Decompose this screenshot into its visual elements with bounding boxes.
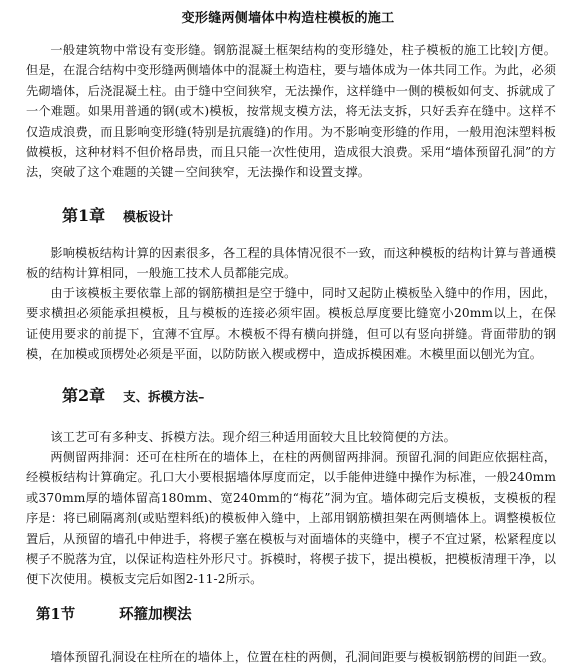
chapter-2-heading — [62, 383, 204, 406]
chapter-1-paragraph: 影响模板结构计算的因素很多，各工程的具体情况很不一致，而这种模板的结构计算与普通模板的结构计算相同，一般施工技术人员都能完成。 — [26, 246, 556, 281]
chapter-1-heading — [62, 203, 173, 226]
section-1-heading — [36, 603, 192, 624]
chapter-2-paragraph: 该工艺可有多种支、拆模方法。现介绍三种适用面较大且比较简便的方法。 — [50, 430, 456, 444]
chapter-2-number: 第2章 — [62, 386, 106, 405]
section-1-paragraph: 墙体预留孔洞设在柱所在的墙体上，位置在柱的两侧，孔洞间距要与模板钢筋楞的间距一致。 — [50, 650, 555, 664]
chapter-1-title: 模板设计 — [123, 209, 174, 224]
chapter-1-paragraph: 由于该模板主要依靠上部的钢筋横担是空于缝中，同时又起防止模板坠入缝中的作用，因此，要求横担必须能承担模板，且与模板的连接必须牢固。模板总厚度要比缝宽小20mm以上，在保证使用要求的前提下，宜薄不宜厚。木模板不得有横向拼缝，但可以有竖向拼缝。背面带肋的钢模，在加模或顶楞处必须是平面，以防防嵌入楔或楞中，造成拆模困难。木模里面以刨光为宜。 — [26, 286, 556, 362]
chapter-2-paragraph: 两侧留两排洞：还可在柱所在的墙体上，在柱的两侧留两排洞。预留孔洞的间距应依据柱高，经模板结构计算确定。孔口大小要根据墙体厚度而定，以手能伸进缝中操作为标准，一般240mm或370mm厚的墙体留高180mm、宽240mm的“梅花”洞为宜。墙体砌完后支模板，支模板的程序是：将已刷隔离剂(或贴塑料纸)的模板伸入缝中，上部用钢筋横担架在两侧墙体上。调整模板位置后，从预留的墙孔中伸进手，将楔子塞在模板与对面墙体的夹缝中，楔子不宜过紧，松紧程度以楔子不脱落为宜，以保证构造柱外形尺寸。拆模时，将楔子拔下，提出模板，把模板清理干净，以便下次使用。模板支完后如图2-11-2所示。 — [26, 450, 556, 587]
document-title: 变形缝两侧墙体中构造柱模板的施工 — [181, 11, 395, 26]
section-1-title: 环箍加楔法 — [119, 606, 192, 623]
intro-paragraph: 一般建筑物中常设有变形缝。钢筋混凝土框架结构的变形缝处，柱子模板的施工比较|方便。但是，在混合结构中变形缝两侧墙体中的混凝土构造柱，要与墙体成为一体共同工作。为此，必须先砌墙体，后浇混凝土柱。由于缝中空间狭窄，无法操作，这样缝中一侧的模板如何支、拆就成了一个难题。如果用普通的钢(或木)模板，按常规支模方法，将无法支拆，只好丢弃在缝中。这样不仅造成浪费，而且影响变形缝(特别是抗震缝)的作用。为不影响变形缝的作用，一般用泡沫塑料板做模板，这种材料不但价格昂贵，而且只能一次性使用，造成很大浪费。采用“墙体预留孔洞”的方法，突破了这个难题的关键－空间狭窄，无法操作和设置支撑。 — [26, 43, 556, 180]
section-1-number: 第1节 — [36, 606, 76, 623]
chapter-2-title: 支、拆模方法– — [123, 389, 205, 404]
chapter-1-number: 第1章 — [62, 206, 106, 225]
